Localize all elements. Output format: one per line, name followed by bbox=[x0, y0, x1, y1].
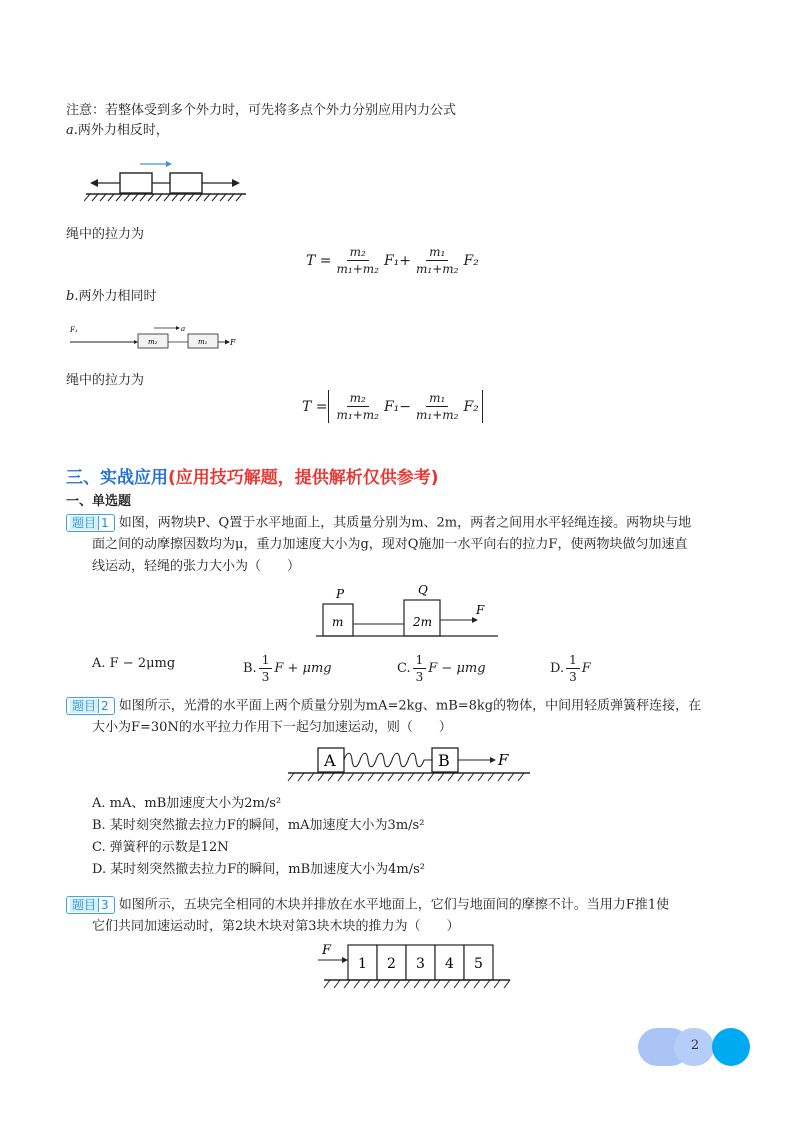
q1-option-b[interactable]: B. $\frac{1}{3}$ F + μmg bbox=[243, 653, 332, 684]
q1-option-c[interactable]: C. $\frac{1}{3}$ F − μmg bbox=[397, 653, 486, 684]
figure-same-forces bbox=[68, 320, 228, 360]
fig-b-f-left: F₁ bbox=[70, 326, 78, 334]
svg-text:2m: 2m bbox=[413, 615, 433, 629]
svg-text:m₁: m₁ bbox=[198, 338, 208, 346]
svg-text:F: F bbox=[230, 338, 236, 347]
q2-spring bbox=[344, 753, 436, 767]
formula-same: T = $\frac{\text{m₂}}{\text{m₁+m₂}}$ F₁ − $\frac{\text{m₁}}{\text{m₁+m₂}}$ F₂ bbox=[302, 390, 483, 423]
figure-opposite-forces bbox=[84, 155, 254, 210]
subheader-single-choice: 一、单选题 bbox=[66, 494, 132, 509]
q3-tag: 题目 3 bbox=[66, 896, 115, 914]
section-title bbox=[66, 463, 439, 488]
q2-line2: 大小为F=30N的水平拉力作用下一起匀加速运动，则（ ） bbox=[92, 720, 452, 735]
q1-label-p: P bbox=[336, 587, 345, 601]
q3-block-label-4: 4 bbox=[445, 956, 454, 972]
case-a-line bbox=[66, 122, 169, 140]
svg-text:m: m bbox=[332, 615, 344, 629]
case-b-label: b. bbox=[66, 289, 79, 304]
section-title-note: (应用技巧解题，提供解析仅供参考) bbox=[168, 468, 439, 488]
q3-block-label-5: 5 bbox=[474, 956, 483, 972]
q3-line2: 它们共同加速运动时，第2块木块对第3块木块的推力为（ ） bbox=[92, 919, 460, 934]
q2-option-d[interactable]: D. 某时刻突然撤去拉力F的瞬间，mB加速度大小为4m/s² bbox=[92, 862, 425, 877]
q2-option-c[interactable]: C. 弹簧秤的示数是12N bbox=[92, 840, 229, 855]
tension-a-text: 绳中的拉力为 bbox=[66, 227, 145, 242]
q3-figure bbox=[318, 940, 514, 996]
frac-m2: $\frac{\text{m₂}}{\text{m₁+m₂}}$ bbox=[336, 245, 379, 276]
force-right-head bbox=[232, 179, 240, 187]
tension-b-text: 绳中的拉力为 bbox=[66, 373, 145, 388]
q2-option-b[interactable]: B. 某时刻突然撤去拉力F的瞬间，mA加速度大小为3m/s² bbox=[92, 818, 425, 833]
formula-opposite: T = $\frac{\text{m₂}}{\text{m₁+m₂}}$ F₁ + $\frac{\text{m₁}}{\text{m₁+m₂}}$ F₂ bbox=[306, 245, 479, 276]
q1-line1: 题目 1 如图，两物块P、Q置于水平地面上，其质量分别为m、2m，两者之间用水平轻绳连接。两物块与地 bbox=[66, 514, 691, 533]
q3-line1: 题目 3 如图所示，五块完全相同的木块并排放在水平地面上，它们与地面间的摩擦不计。当用力F推1使 bbox=[66, 896, 669, 915]
q1-label-f: F bbox=[476, 603, 485, 617]
q2-line1: 题目 2 如图所示，光滑的水平面上两个质量分别为mA=2kg、mB=8kg的物体，中间用轻质弹簧秤连接，在 bbox=[66, 697, 701, 716]
svg-text:F: F bbox=[498, 751, 509, 769]
q3-block-label-3: 3 bbox=[416, 956, 425, 972]
q3-block-label-2: 2 bbox=[387, 956, 396, 972]
block-left bbox=[120, 173, 152, 193]
pager-right-pill bbox=[712, 1028, 750, 1066]
case-b-line bbox=[66, 288, 156, 306]
q2-tag: 题目 2 bbox=[66, 697, 115, 715]
force-left-head bbox=[90, 179, 98, 187]
velocity-arrowhead bbox=[166, 161, 172, 167]
section-title-main: 三、实战应用 bbox=[66, 468, 168, 488]
q1-option-a[interactable]: A. F − 2μmg bbox=[92, 656, 176, 671]
q1-line3: 线运动，轻绳的张力大小为（ ） bbox=[92, 559, 301, 574]
q1-label-q: Q bbox=[418, 584, 428, 597]
absolute-value: $\frac{\text{m₂}}{\text{m₁+m₂}}$ F₁ − $\frac{\text{m₁}}{\text{m₁+m₂}}$ F₂ bbox=[328, 390, 483, 423]
formula-lhs: T = bbox=[306, 252, 332, 269]
q3-block-label-1: 1 bbox=[358, 956, 367, 972]
note-text: 注意：若整体受到多个外力时，可先将多点个外力分别应用内力公式 bbox=[66, 103, 457, 118]
q1-tag: 题目 1 bbox=[66, 514, 115, 532]
case-a-label: a. bbox=[66, 123, 78, 138]
frac-m1: $\frac{\text{m₁}}{\text{m₁+m₂}}$ bbox=[416, 245, 459, 276]
q1-figure bbox=[312, 584, 502, 642]
q3-blocks bbox=[348, 945, 493, 980]
fig-b-a: a bbox=[181, 325, 186, 333]
svg-text:B: B bbox=[438, 751, 450, 770]
case-b-text: 两外力相同时 bbox=[78, 289, 157, 304]
q3-label-f: F bbox=[322, 943, 332, 958]
fig-b-force-right bbox=[218, 334, 238, 350]
svg-text:m₂: m₂ bbox=[148, 338, 158, 346]
case-a-text: 两外力相反时， bbox=[77, 123, 169, 138]
q2-option-a[interactable]: A. mA、mB加速度大小为2m/s² bbox=[92, 796, 282, 811]
page-number: 2 bbox=[690, 1038, 700, 1053]
q2-figure bbox=[284, 744, 534, 784]
q1-option-d[interactable]: D. $\frac{1}{3}$ F bbox=[550, 653, 591, 684]
block-right bbox=[170, 173, 202, 193]
q1-line2: 面之间的动摩擦因数均为μ，重力加速度大小为g，现对Q施加一水平向右的拉力F，使两物块做匀加速直 bbox=[92, 537, 688, 552]
svg-text:A: A bbox=[324, 751, 336, 770]
